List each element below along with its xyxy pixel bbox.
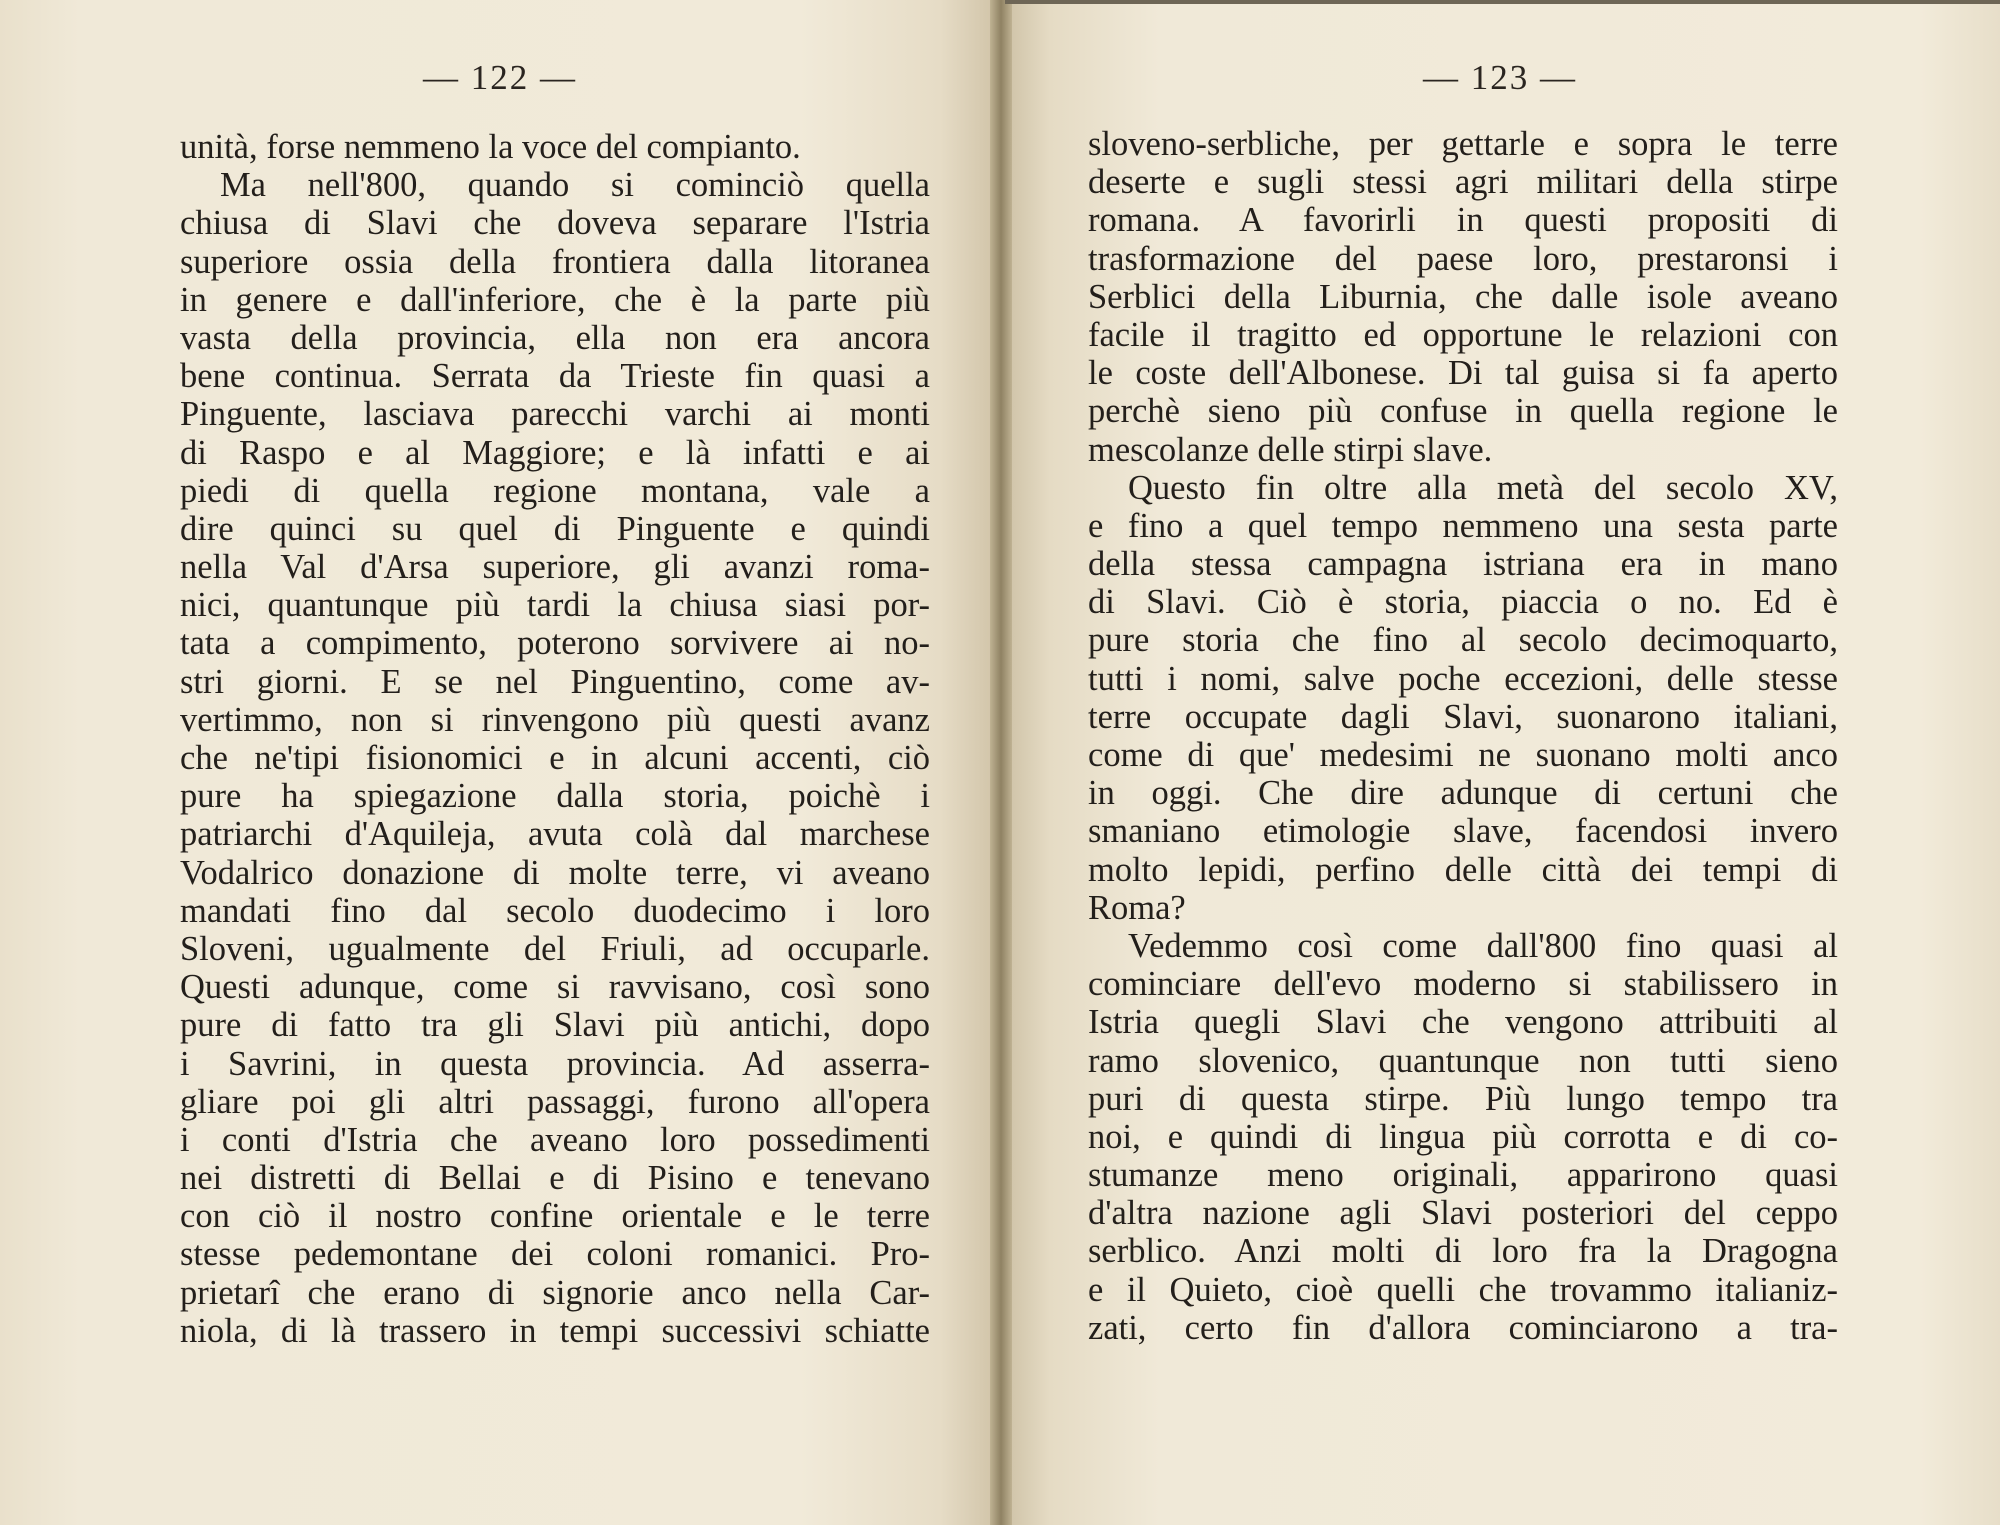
text-line: e fino a quel tempo nemmeno una sesta parte [1088,506,1838,545]
text-line: vasta della provincia, ella non era ancora [180,318,930,357]
page-number-left: — 122 — [423,58,577,97]
text-line: noi, e quindi di lingua più corrotta e di co- [1088,1117,1838,1156]
text-line: mandati fino dal secolo duodecimo i loro [180,891,930,930]
text-line: Vodalrico donazione di molte terre, vi aveano [180,853,930,892]
text-line: stri giorni. E se nel Pinguentino, come av- [180,662,930,701]
text-line: dire quinci su quel di Pinguente e quindi [180,509,930,548]
text-line: Istria quegli Slavi che vengono attribuiti al [1088,1003,1838,1042]
text-line: smaniano etimologie slave, facendosi invero [1088,812,1838,851]
text-line: niola, di là trassero in tempi successivi schiatte [180,1311,930,1350]
text-line: in oggi. Che dire adunque di certuni che [1088,774,1838,813]
book-gutter [990,0,1012,1525]
text-line: stesse pedemontane dei coloni romanici. Pro- [180,1235,930,1274]
text-line: facile il tragitto ed opportune le relazioni con [1088,315,1838,354]
page-number-right: — 123 — [1423,58,1577,97]
text-line: superiore ossia della frontiera dalla litoranea [180,242,930,281]
text-line: unità, forse nemmeno la voce del compianto. [180,128,801,166]
text-line: nei distretti di Bellai e di Pisino e tenevano [180,1159,930,1198]
text-line: deserte e sugli stessi agri militari della stirpe [1088,163,1838,202]
top-edge [1005,0,2000,4]
text-line: della stessa campagna istriana era in mano [1088,545,1838,584]
text-line: tata a compimento, poterono sorvivere ai no- [180,624,930,663]
text-line: romana. A favorirli in questi propositi di [1088,201,1838,240]
text-line: Sloveni, ugualmente del Friuli, ad occuparle. [180,929,930,968]
text-line: perchè sieno più confuse in quella regione le [1088,392,1838,431]
text-line: Ma nell'800, quando si cominciò quella [220,166,930,205]
text-line: le coste dell'Albonese. Di tal guisa si fa aperto [1088,354,1838,393]
text-line: i conti d'Istria che aveano loro possedimenti [180,1120,930,1159]
text-line: d'altra nazione agli Slavi posteriori del ceppo [1088,1194,1838,1233]
text-line: pure storia che fino al secolo decimoquarto, [1088,621,1838,660]
text-line: pure di fatto tra gli Slavi più antichi, dopo [180,1006,930,1045]
text-line: gliare poi gli altri passaggi, furono all'opera [180,1082,930,1121]
text-line: e il Quieto, cioè quelli che trovammo italianiz- [1088,1270,1838,1309]
text-line: di Slavi. Ciò è storia, piaccia o no. Ed è [1088,583,1838,622]
text-line: pure ha spiegazione dalla storia, poichè i [180,777,930,816]
text-line: chiusa di Slavi che doveva separare l'Istria [180,204,930,243]
text-line: Vedemmo così come dall'800 fino quasi al [1128,926,1838,965]
text-line: Serblici della Liburnia, che dalle isole aveano [1088,277,1838,316]
text-line: molto lepidi, perfino delle città dei tempi di [1088,850,1838,889]
text-line: puri di questa stirpe. Più lungo tempo tra [1088,1079,1838,1118]
text-line: stumanze meno originali, apparirono quasi [1088,1156,1838,1195]
text-line: patriarchi d'Aquileja, avuta colà dal marchese [180,815,930,854]
text-line: terre occupate dagli Slavi, suonarono italiani, [1088,697,1838,736]
text-line: vertimmo, non si rinvengono più questi avanz [180,700,930,739]
text-line: nici, quantunque più tardi la chiusa siasi por- [180,586,930,625]
text-line: Roma? [1088,888,1186,927]
text-line: Pinguente, lasciava parecchi varchi ai monti [180,395,930,434]
text-line: in genere e dall'inferiore, che è la parte più [180,280,930,319]
text-line: Questi adunque, come si ravvisano, così sono [180,968,930,1007]
text-line: come di que' medesimi ne suonano molti anco [1088,736,1838,774]
text-line: bene continua. Serrata da Trieste fin quasi a [180,357,930,396]
right-page [1000,0,2000,1525]
text-line: nella Val d'Arsa superiore, gli avanzi roma- [180,548,930,587]
text-line: trasformazione del paese loro, prestaronsi i [1088,239,1838,278]
text-line: ramo slovenico, quantunque non tutti sieno [1088,1041,1838,1080]
text-line: i Savrini, in questa provincia. Ad asserra- [180,1044,930,1083]
text-line: piedi di quella regione montana, vale a [180,471,930,510]
text-line: tutti i nomi, salve poche eccezioni, delle stesse [1088,659,1838,698]
text-line: Questo fin oltre alla metà del secolo XV, [1128,468,1838,507]
text-line: con ciò il nostro confine orientale e le terre [180,1197,930,1236]
text-line: serblico. Anzi molti di loro fra la Dragogna [1088,1232,1838,1271]
text-line: zati, certo fin d'allora cominciarono a tra- [1088,1308,1838,1347]
text-line: prietarî che erano di signorie anco nella Car- [180,1273,930,1312]
left-page-text [180,128,930,1350]
text-line: che ne'tipi fisionomici e in alcuni accenti, ciò [180,739,930,777]
text-line: di Raspo e al Maggiore; e là infatti e ai [180,433,930,472]
text-line: cominciare dell'evo moderno si stabilissero in [1088,965,1838,1004]
text-line: mescolanze delle stirpi slave. [1088,430,1493,469]
right-page-text [1088,125,1838,1347]
text-line: sloveno-serbliche, per gettarle e sopra le terre [1088,125,1838,163]
